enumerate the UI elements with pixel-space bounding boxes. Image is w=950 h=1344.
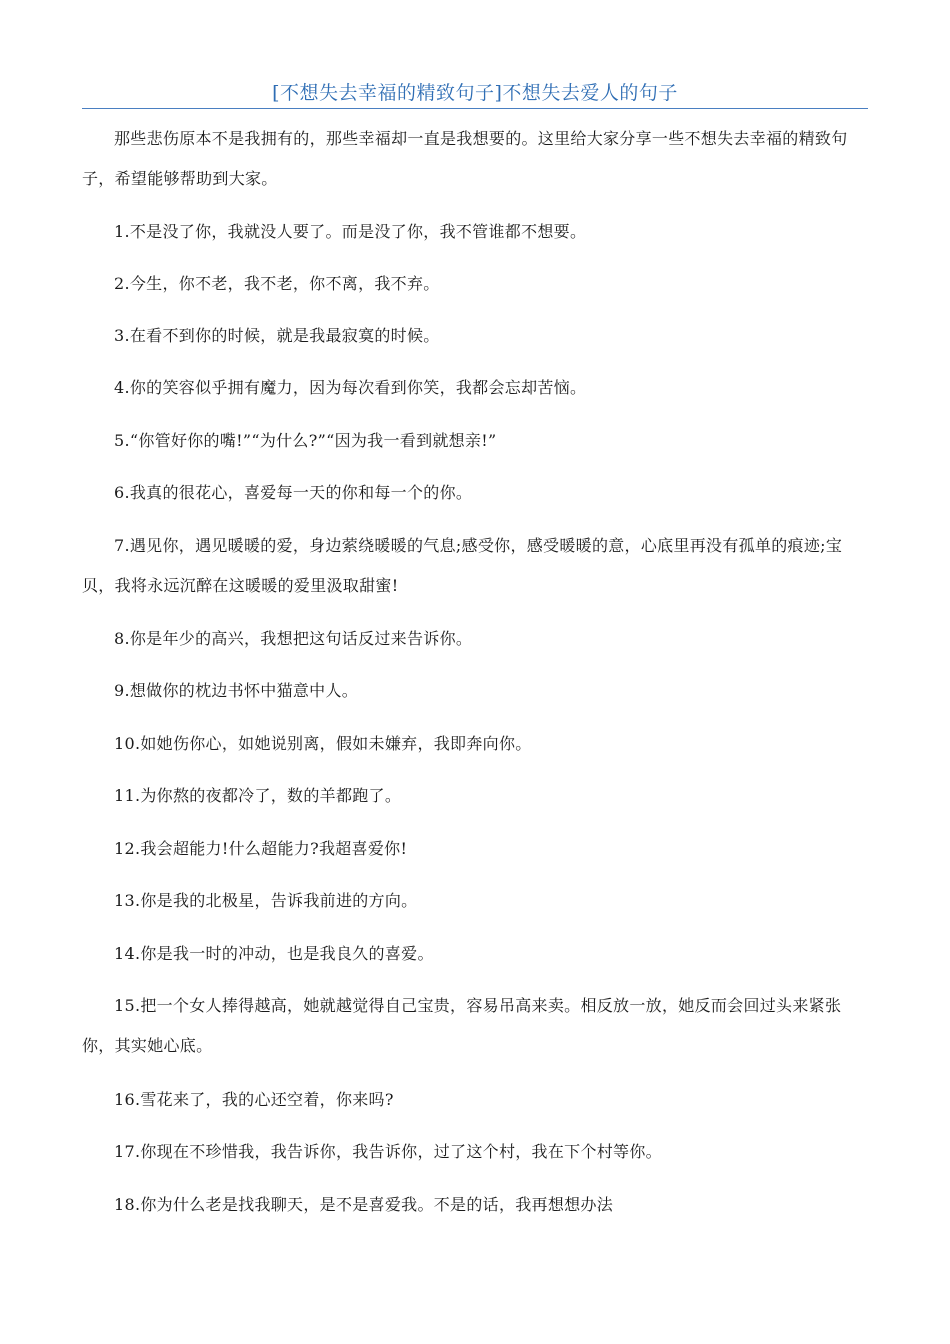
intro-paragraph: 那些悲伤原本不是我拥有的，那些幸福却一直是我想要的。这里给大家分享一些不想失去幸福的精致句子，希望能够帮助到大家。 — [82, 129, 848, 188]
document-title: [不想失去幸福的精致句子]不想失去爱人的句子 — [272, 82, 678, 104]
list-item: 6.我真的很花心，喜爱每一天的你和每一个的你。 — [114, 483, 473, 502]
list-item: 9.想做你的枕边书怀中猫意中人。 — [114, 681, 359, 700]
list-item: 15.把一个女人捧得越高，她就越觉得自己宝贵，容易吊高来卖。相反放一放，她反而会回过头来紧张你，其实她心底。 — [82, 996, 842, 1055]
list-item: 10.如她伤你心，如她说别离，假如未嫌弃，我即奔向你。 — [114, 734, 532, 753]
list-item: 8.你是年少的高兴，我想把这句话反过来告诉你。 — [114, 629, 473, 648]
list-item: 18.你为什么老是找我聊天，是不是喜爱我。不是的话，我再想想办法 — [114, 1195, 614, 1214]
list-item: 3.在看不到你的时候，就是我最寂寞的时候。 — [114, 326, 440, 345]
title-underline — [82, 108, 868, 109]
list-item: 5.“你管好你的嘴!”“为什么?”“因为我一看到就想亲!” — [114, 431, 497, 450]
list-item: 1.不是没了你，我就没人要了。而是没了你，我不管谁都不想要。 — [114, 222, 587, 241]
list-item: 12.我会超能力!什么超能力?我超喜爱你! — [114, 839, 408, 858]
list-item: 16.雪花来了，我的心还空着，你来吗? — [114, 1090, 394, 1109]
list-item: 13.你是我的北极星，告诉我前进的方向。 — [114, 891, 418, 910]
list-item: 11.为你熬的夜都冷了，数的羊都跑了。 — [114, 786, 402, 805]
list-item: 17.你现在不珍惜我，我告诉你，我告诉你，过了这个村，我在下个村等你。 — [114, 1142, 662, 1161]
list-item: 14.你是我一时的冲动，也是我良久的喜爱。 — [114, 944, 434, 963]
list-item: 4.你的笑容似乎拥有魔力，因为每次看到你笑，我都会忘却苦恼。 — [114, 378, 587, 397]
list-item: 7.遇见你，遇见暖暖的爱，身边萦绕暖暖的气息;感受你，感受暖暖的意，心底里再没有孤单的痕迹;宝贝，我将永远沉醉在这暖暖的爱里汲取甜蜜! — [82, 536, 843, 595]
list-item: 2.今生，你不老，我不老，你不离，我不弃。 — [114, 274, 440, 293]
